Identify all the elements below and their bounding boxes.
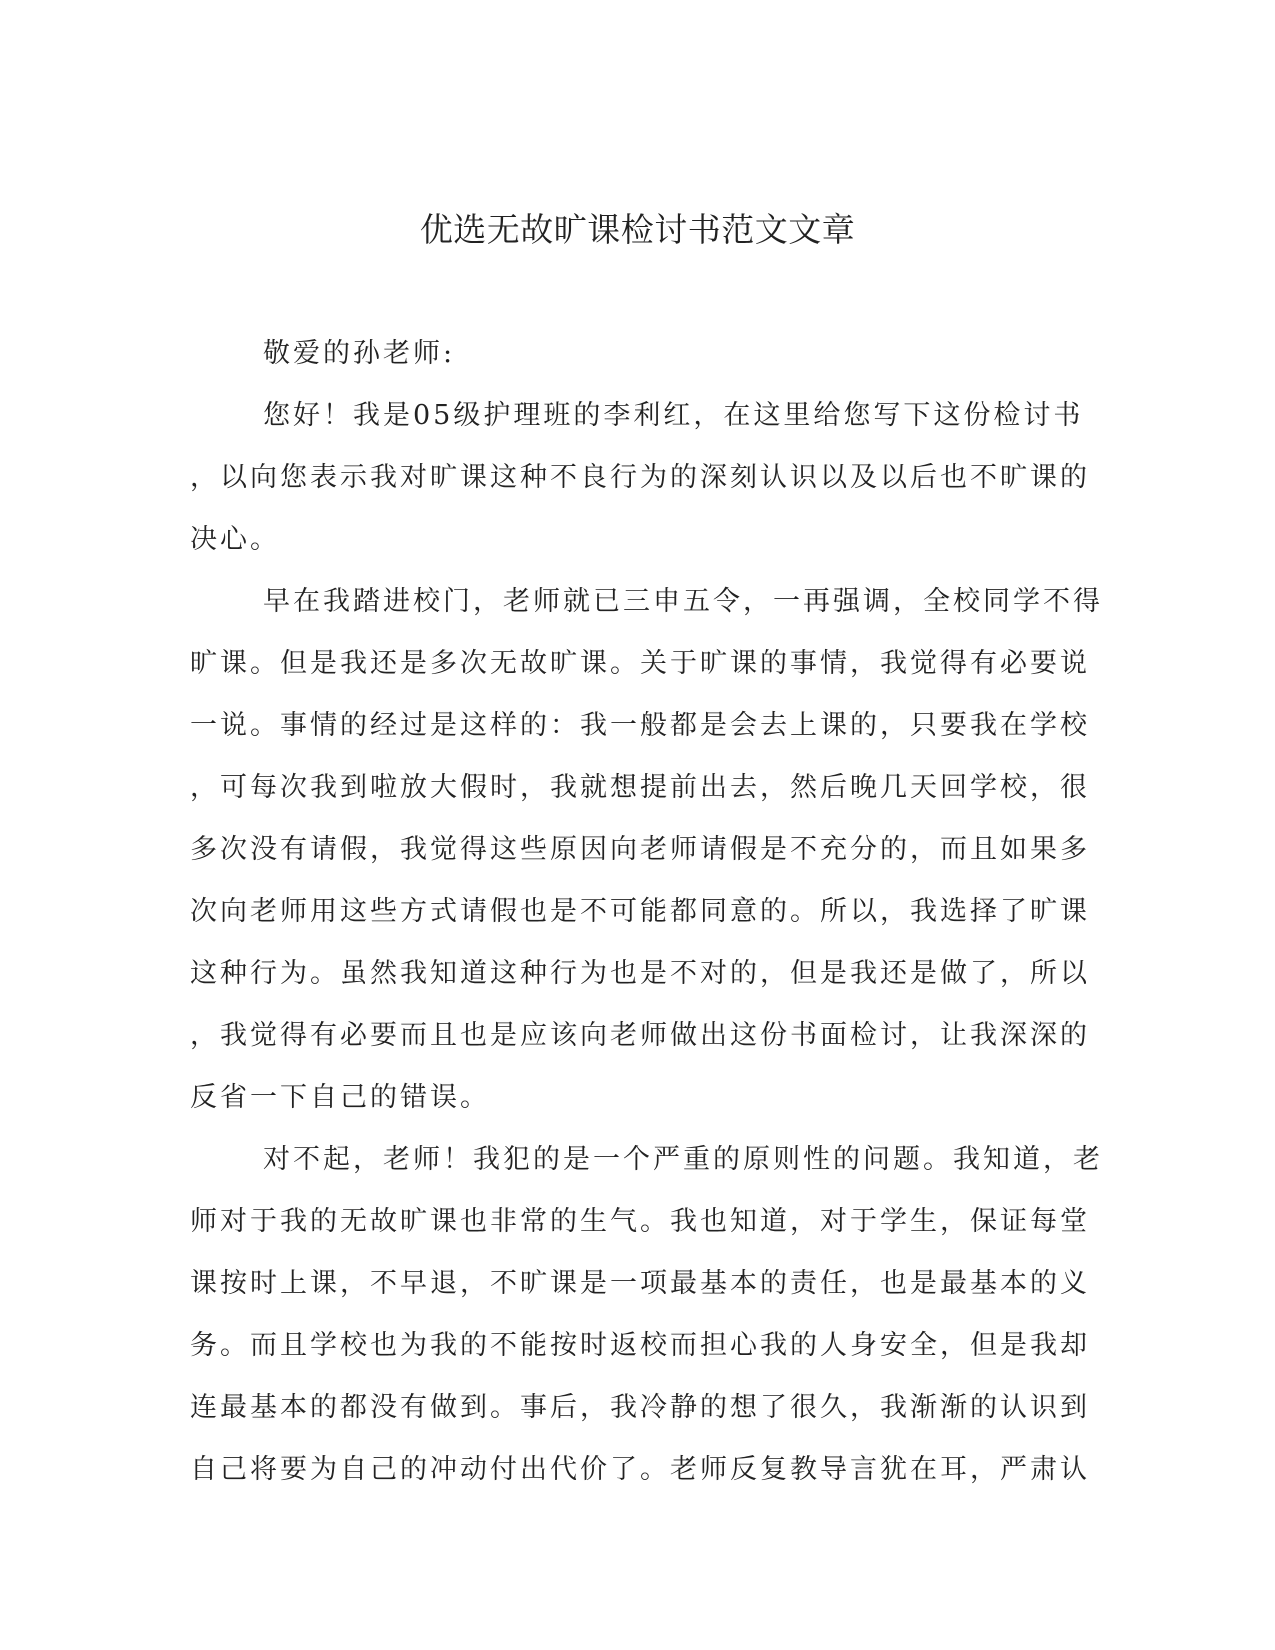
paragraph-line: 务。而且学校也为我的不能按时返校而担心我的人身安全，但是我却	[190, 1330, 1090, 1361]
paragraph-line: 课按时上课，不早退，不旷课是一项最基本的责任，也是最基本的义	[190, 1268, 1090, 1299]
paragraph-line: 连最基本的都没有做到。事后，我冷静的想了很久，我渐渐的认识到	[190, 1392, 1090, 1423]
paragraph-line: 次向老师用这些方式请假也是不可能都同意的。所以，我选择了旷课	[190, 896, 1090, 927]
paragraph-line: 早在我踏进校门，老师就已三申五令，一再强调，全校同学不得	[263, 586, 1103, 617]
paragraph-line: ，以向您表示我对旷课这种不良行为的深刻认识以及以后也不旷课的	[190, 462, 1090, 493]
paragraph-line: 您好！我是05级护理班的李利红，在这里给您写下这份检讨书	[263, 400, 1084, 431]
paragraph-line: 自己将要为自己的冲动付出代价了。老师反复教导言犹在耳，严肃认	[190, 1454, 1090, 1485]
paragraph-line: 反省一下自己的错误。	[190, 1082, 490, 1113]
document-title: 优选无故旷课检讨书范文文章	[419, 210, 856, 249]
salutation: 敬爱的孙老师:	[263, 338, 456, 369]
paragraph-line: 一说。事情的经过是这样的：我一般都是会去上课的，只要我在学校	[190, 710, 1090, 741]
paragraph-line: 这种行为。虽然我知道这种行为也是不对的，但是我还是做了，所以	[190, 958, 1090, 989]
paragraph-line: ，我觉得有必要而且也是应该向老师做出这份书面检讨，让我深深的	[190, 1020, 1090, 1051]
paragraph-line: 旷课。但是我还是多次无故旷课。关于旷课的事情，我觉得有必要说	[190, 648, 1090, 679]
document-body	[190, 332, 1103, 1510]
paragraph-line: 多次没有请假，我觉得这些原因向老师请假是不充分的，而且如果多	[190, 834, 1090, 865]
paragraph-line: 对不起，老师！我犯的是一个严重的原则性的问题。我知道，老	[263, 1144, 1103, 1175]
paragraph-line: 师对于我的无故旷课也非常的生气。我也知道，对于学生，保证每堂	[190, 1206, 1090, 1237]
paragraph-line: ，可每次我到啦放大假时，我就想提前出去，然后晚几天回学校，很	[190, 772, 1090, 803]
paragraph-line: 决心。	[190, 524, 280, 555]
